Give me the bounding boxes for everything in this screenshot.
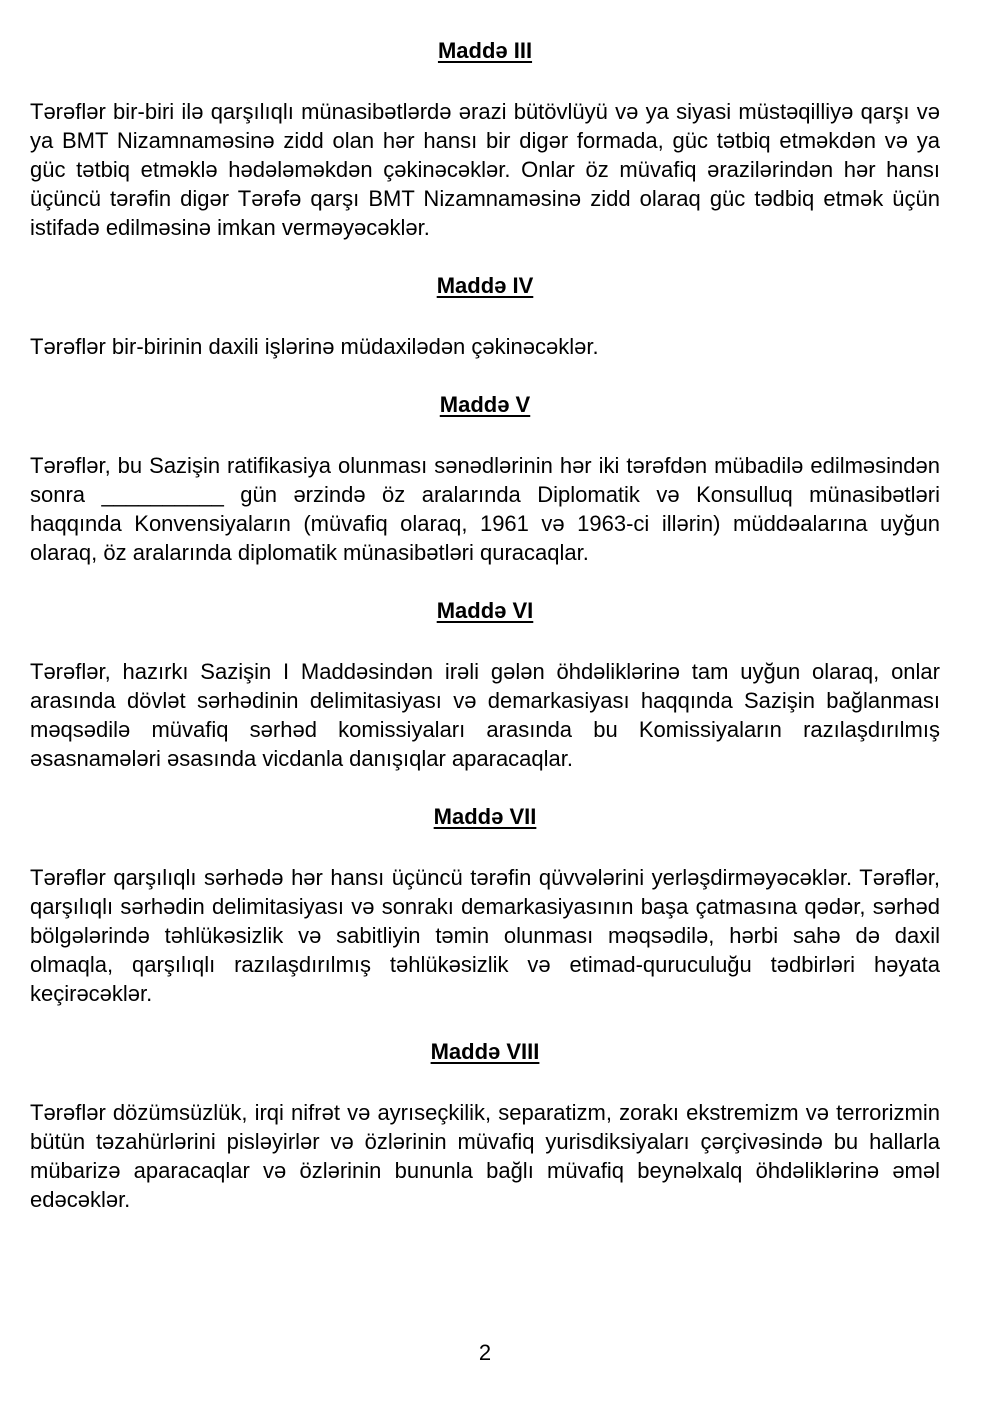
article-heading-7: Maddə VII bbox=[433, 804, 537, 829]
article-paragraph-7: Tərəflər qarşılıqlı sərhədə hər hansı üçüncü tərəfin qüvvələrini yerləşdirməyəcəklər. Tərəflər, qarşılıqlı sərhədin delimitasiyası və sonrakı demarkasiyasının başa çatmasına qədər, sərhəd bölgələrində təhlükəsizlik və sabitliyin təmin olunması məqsədilə, hərbi sahə də daxil olmaqla, qarşılıqlı razılaşdırılmış təhlükəsizlik və etimad-quruculuğu tədbirləri həyata keçirəcəklər. bbox=[30, 865, 940, 1006]
article-section-7 bbox=[30, 802, 940, 1008]
article-heading-5: Maddə V bbox=[439, 392, 531, 417]
article-paragraph-4: Tərəflər bir-birinin daxili işlərinə müdaxilədən çəkinəcəklər. bbox=[30, 334, 599, 359]
article-heading-8: Maddə VIII bbox=[430, 1039, 540, 1064]
article-section-8 bbox=[30, 1037, 940, 1214]
article-paragraph-3: Tərəflər bir-biri ilə qarşılıqlı münasibətlərdə ərazi bütövlüyü və ya siyasi müstəqilliyə qarşı və ya BMT Nizamnaməsinə zidd olan hər hansı bir digər formada, güc tətbiq etməkdən və ya güc tətbiq etməklə hədələməkdən çəkinəcəklər. Onlar öz müvafiq ərazilərindən hər hansı üçüncü tərəfin digər Tərəfə qarşı BMT Nizamnaməsinə zidd olaraq güc tədbiq etmək üçün istifadə edilməsinə imkan verməyəcəklər. bbox=[30, 99, 940, 240]
article-heading-6: Maddə VI bbox=[436, 598, 534, 623]
article-heading-4: Maddə IV bbox=[436, 273, 534, 298]
page-number: 2 bbox=[478, 1340, 492, 1365]
article-section-4 bbox=[30, 271, 940, 361]
article-paragraph-6: Tərəflər, hazırkı Sazişin I Maddəsindən irəli gələn öhdəliklərinə tam uyğun olaraq, onlar arasında dövlət sərhədinin delimitasiyası və demarkasiyası haqqında Sazişin bağlanması məqsədilə müvafiq sərhəd komissiyaları arasında bu Komissiyaların razılaşdırılmış əsasnamələri əsasında vicdanla danışıqlar aparacaqlar. bbox=[30, 659, 940, 771]
article-section-3 bbox=[30, 36, 940, 242]
article-heading-3: Maddə III bbox=[437, 38, 533, 63]
article-section-5 bbox=[30, 390, 940, 567]
article-paragraph-5: Tərəflər, bu Sazişin ratifikasiya olunması sənədlərinin hər iki tərəfdən mübadilə edilməsindən sonra __________ gün ərzində öz aralarında Diplomatik və Konsulluq münasibətləri haqqında Konvensiyaların (müvafiq olaraq, 1961 və 1963-ci illərin) müddəalarına uyğun olaraq, öz aralarında diplomatik münasibətləri quracaqlar. bbox=[30, 453, 940, 565]
article-paragraph-8: Tərəflər dözümsüzlük, irqi nifrət və ayrıseçkilik, separatizm, zorakı ekstremizm və terrorizmin bütün təzahürlərini pisləyirlər və özlərinin müvafiq yurisdiksiyaları çərçivəsində bu hallarla mübarizə aparacaqlar və özlərinin bununla bağlı müvafiq beynəlxalq öhdəliklərinə əməl edəcəklər. bbox=[30, 1100, 940, 1212]
article-section-6 bbox=[30, 596, 940, 773]
